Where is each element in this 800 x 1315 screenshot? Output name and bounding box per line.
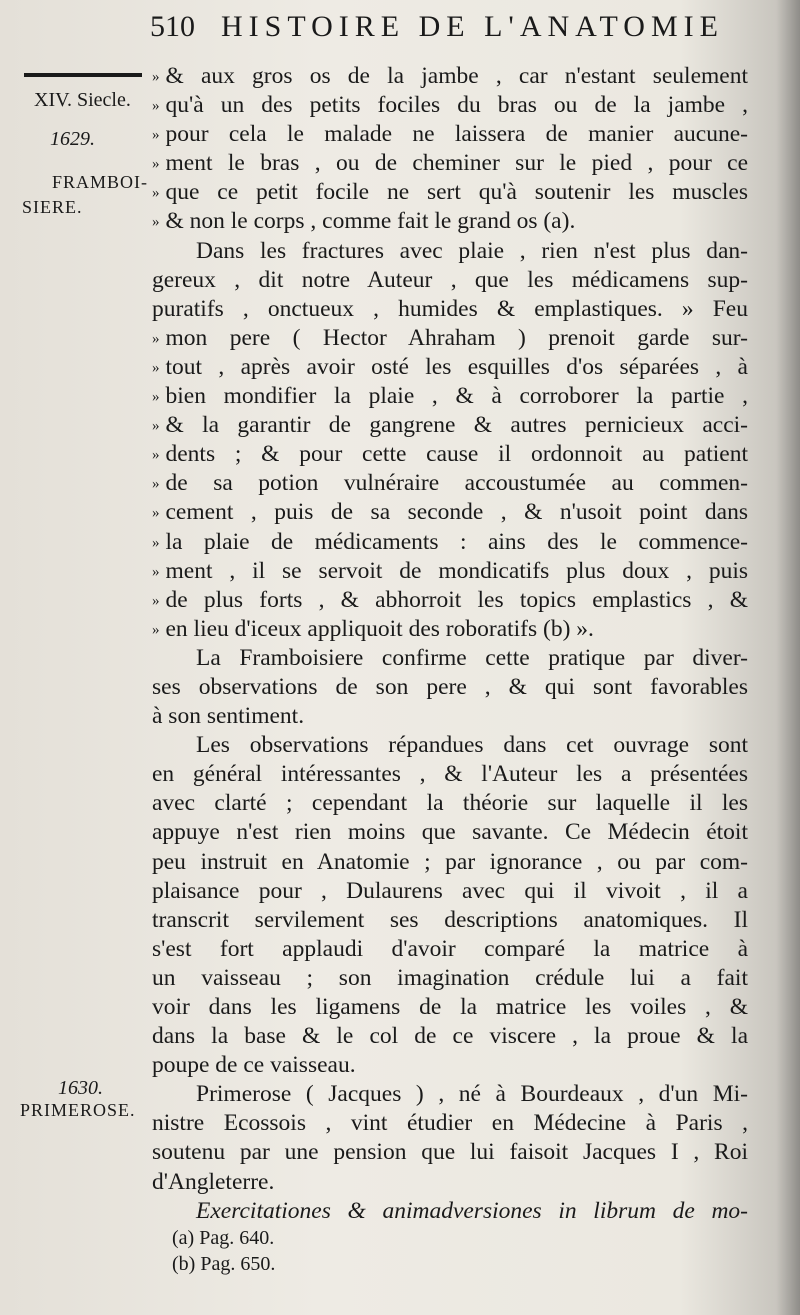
margin-note-primerose: PRIMEROSE. [20, 1100, 136, 1120]
line-text: appuye n'est rien moins que savante. Ce Médecin étoit [152, 819, 748, 846]
quote-mark: » [152, 505, 160, 522]
text-line [152, 1080, 748, 1109]
text-line [152, 178, 748, 207]
footnote-a: (a) Pag. 640. [172, 1227, 275, 1249]
margin-note-framboisiere-1: FRAMBOI- [52, 172, 149, 192]
line-text: puratifs , onctueux , humides & emplastiques. » Feu [152, 295, 748, 322]
quote-mark: » [152, 69, 160, 85]
line-text: Dans les fractures avec plaie , rien n'est plus dan- [196, 237, 748, 264]
line-text: plaisance pour , Dulaurens avec qui il vivoit , il a [152, 877, 748, 904]
line-text: la plaie de médicaments : ains des le commence- [165, 528, 748, 555]
quote-mark: » [152, 563, 160, 580]
line-text: un vaisseau ; son imagination crédule lui a fait [152, 964, 748, 991]
margin-note-framboisiere-2: SIERE. [22, 197, 83, 217]
line-text: de plus forts , & abhorroit les topics emplastics , & [165, 586, 748, 613]
line-text: voir dans les ligamens de la matrice les voiles , & [152, 994, 748, 1020]
line-text: ment le bras , ou de cheminer sur le pied , pour ce [165, 150, 748, 177]
text-line [152, 557, 748, 586]
line-text: poupe de ce vaisseau. [152, 1052, 356, 1079]
line-text: mon pere ( Hector Ahraham ) prenoit garde sur- [165, 324, 748, 351]
quote-mark: » [152, 359, 160, 376]
text-line [152, 586, 748, 615]
line-text: cement , puis de sa seconde , & n'usoit point dans [165, 499, 748, 526]
line-text: soutenu par une pension que lui faisoit Jacques I , Roi [152, 1139, 748, 1166]
line-text: & la garantir de gangrene & autres pernicieux acci- [165, 412, 748, 439]
text-line [152, 469, 748, 498]
line-text: peu instruit en Anatomie ; par ignorance , ou par com- [152, 848, 748, 875]
text-line [152, 207, 748, 236]
text-line [152, 295, 748, 324]
text-line [152, 440, 748, 469]
margin-note-century: XIV. Siecle. [34, 89, 131, 111]
line-text: pour cela le malade ne laissera de manier aucune- [165, 121, 748, 148]
body-text [152, 62, 748, 1226]
text-line [152, 993, 748, 1022]
quote-mark: » [152, 98, 160, 115]
text-line [152, 382, 748, 411]
text-line [152, 120, 748, 149]
text-line [152, 1168, 748, 1197]
text-line [152, 789, 748, 818]
line-text: avec clarté ; cependant la théorie sur laquelle il les [152, 790, 748, 817]
text-line [152, 935, 748, 964]
line-text: que ce petit focile ne sert qu'à soutenir les muscles [165, 179, 748, 206]
line-text: d'Angleterre. [152, 1168, 275, 1195]
quote-mark: » [152, 214, 160, 231]
quote-mark: » [152, 185, 160, 202]
text-line [152, 877, 748, 906]
text-line [152, 266, 748, 295]
line-text: Les observations répandues dans cet ouvrage sont [196, 732, 748, 759]
line-text: bien mondifier la plaie , & à corroborer la partie , [165, 383, 748, 410]
line-text: & aux gros os de la jambe , car n'estant seulement [165, 63, 748, 89]
line-text: s'est fort applaudi d'avoir comparé la matrice à [152, 935, 748, 962]
line-text: Primerose ( Jacques ) , né à Bourdeaux , d'un Mi- [196, 1081, 748, 1108]
footnote-b: (b) Pag. 650. [172, 1253, 276, 1275]
margin-note-year-1629: 1629. [50, 128, 95, 150]
text-line [152, 353, 748, 382]
page-header [150, 10, 790, 54]
text-line [152, 411, 748, 440]
line-text: à son sentiment. [152, 703, 305, 730]
line-text: La Framboisiere confirme cette pratique par diver- [196, 644, 748, 671]
text-line [152, 1051, 748, 1080]
text-line [152, 1197, 748, 1226]
margin-note-year-1630: 1630. [58, 1077, 103, 1099]
running-title: HISTOIRE DE L'ANATOMIE [221, 10, 724, 43]
line-text: ses observations de son pere , & qui sont favorables [152, 673, 748, 700]
text-line [152, 731, 748, 760]
text-line [152, 498, 748, 527]
text-line [152, 1138, 748, 1167]
text-line [152, 615, 748, 644]
quote-mark: » [152, 476, 160, 493]
text-line [152, 964, 748, 993]
text-line [152, 644, 748, 673]
text-line [152, 1022, 748, 1051]
line-text: de sa potion vulnéraire accoustumée au commen- [165, 470, 748, 497]
footnotes [172, 1225, 275, 1277]
line-text: nistre Ecossois , vint étudier en Médecine à Paris , [152, 1110, 748, 1137]
quote-mark: » [152, 127, 160, 144]
text-line [152, 848, 748, 877]
text-line [152, 324, 748, 353]
text-line [152, 149, 748, 178]
line-text: dents ; & pour cette cause il ordonnoit au patient [165, 441, 748, 468]
quote-mark: » [152, 447, 160, 464]
text-line [152, 702, 748, 731]
text-line [152, 528, 748, 557]
quote-mark: » [152, 621, 160, 638]
text-line [152, 760, 748, 789]
line-text: gereux , dit notre Auteur , que les médicamens sup- [152, 266, 748, 293]
line-text: Exercitationes & animadversiones in librum de mo- [196, 1197, 748, 1224]
quote-mark: » [152, 534, 160, 551]
page-number: 510 [150, 10, 195, 43]
text-line [152, 673, 748, 702]
quote-mark: » [152, 418, 160, 435]
line-text: en général intéressantes , & l'Auteur les a présentées [152, 761, 748, 788]
text-line [152, 91, 748, 120]
quote-mark: » [152, 592, 160, 609]
line-text: & non le corps , comme fait le grand os (a). [165, 208, 576, 235]
line-text: ment , il se servoit de mondicatifs plus doux , puis [165, 557, 748, 584]
quote-mark: » [152, 389, 160, 406]
margin-rule [24, 73, 142, 77]
text-line [152, 818, 748, 847]
line-text: qu'à un des petits fociles du bras ou de la jambe , [165, 92, 748, 119]
quote-mark: » [152, 330, 160, 347]
quote-mark: » [152, 156, 160, 173]
text-line [152, 62, 748, 91]
line-text: dans la base & le col de ce viscere , la proue & la [152, 1023, 748, 1050]
line-text: transcrit servilement ses descriptions anatomiques. Il [152, 906, 748, 933]
line-text: en lieu d'iceux appliquoit des roboratifs (b) ». [165, 615, 594, 642]
text-line [152, 237, 748, 266]
text-line [152, 1109, 748, 1138]
text-line [152, 906, 748, 935]
line-text: tout , après avoir osté les esquilles d'os séparées , à [165, 353, 748, 380]
